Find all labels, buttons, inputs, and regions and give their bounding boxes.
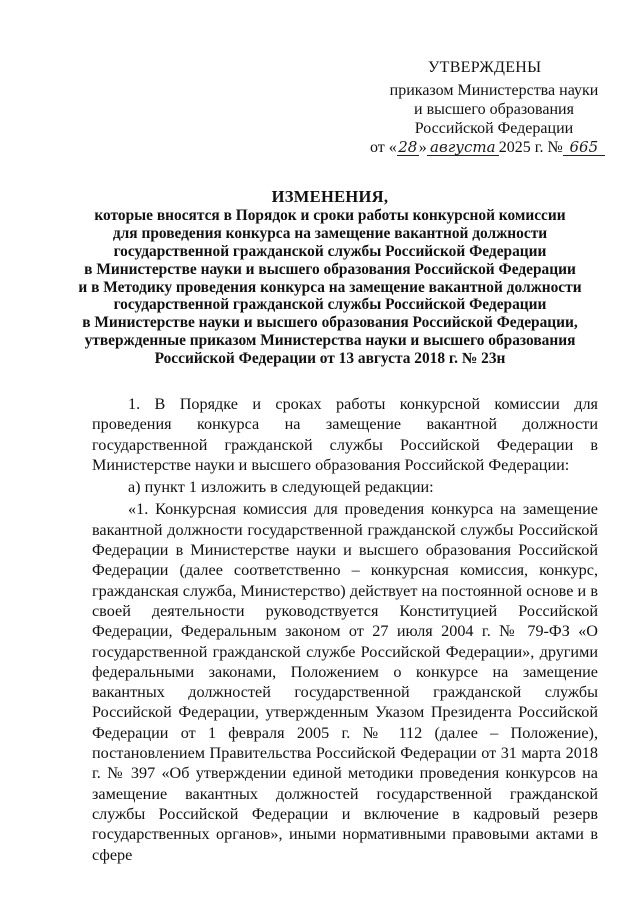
order-prefix: от « — [370, 139, 397, 156]
title-line: государственной гражданской службы Российской Федерации — [113, 242, 547, 260]
title-line: и в Методику проведения конкурса на замещение вакантной должности — [78, 278, 582, 296]
title-line: для проведения конкурса на замещение вакантной должности — [112, 224, 548, 242]
order-month-handwritten: августа — [427, 139, 499, 156]
title-line: государственной гражданской службы Российской Федерации — [113, 296, 547, 314]
title-line: которые вносятся в Порядок и сроки работы конкурсной комиссии — [94, 206, 566, 224]
order-number-handwritten: 665 — [563, 139, 605, 156]
approval-block — [330, 58, 610, 157]
order-mid: » — [418, 139, 427, 156]
document-body — [92, 394, 598, 865]
paragraph-2: а) пункт 1 изложить в следующей редакции: — [128, 478, 434, 497]
title-line: в Министерстве науки и высшего образования Российской Федерации, — [82, 314, 578, 332]
title-line: утвержденные приказом Министерства науки и высшего образования — [84, 332, 576, 350]
approved-title: УТВЕРЖДЕНЫ — [428, 59, 542, 76]
document-title-block — [70, 188, 590, 368]
paragraph-1: 1. В Порядке и сроках работы конкурсной комиссии для проведения конкурса на замещение вакантной должности государственной гражданской службы Российской Федерации в Министерстве науки и высшего образования Российской Федерации: — [92, 395, 598, 474]
title-line: в Министерстве науки и высшего образования Российской Федерации — [84, 260, 576, 278]
order-year-text: 2025 г. № — [498, 139, 563, 156]
order-line — [370, 138, 610, 157]
approval-line-2: и высшего образования — [414, 101, 574, 118]
order-day-handwritten: 28 — [398, 138, 418, 156]
approval-line-3: Российской Федерации — [414, 120, 574, 137]
approval-line-1: приказом Министерства науки — [389, 82, 599, 99]
title-line: Российской Федерации от 13 августа 2018 г. № 23н — [154, 350, 506, 368]
paragraph-3: «1. Конкурсная комиссия для проведения конкурса на замещение вакантной должности государственной гражданской службы Российской Федерации в Министерстве науки и высшего образования Российской Федерации (далее соответственно – конкурсная комиссия, конкурс, гражданская служба, Министерство) действует на постоянной основе и в своей деятельности руководствуется Конституцией Российской Федерации, Федеральным законом от 27 июля 2004 г. № 79-ФЗ «О государственной гражданской службе Российской Федерации», другими федеральными законами, Положением о конкурсе на замещение вакантных должностей государственной гражданской службы Российской Федерации, утвержденным Указом Президента Российской Федерации от 1 февраля 2005 г. № 112 (далее – Положение), постановлением Правительства Российской Федерации от 31 марта 2018 г. № 397 «Об утверждении единой методики проведения конкурсов на замещение вакантных должностей государственной гражданской службы Российской Федерации и включение в кадровый резерв государственных органов», иными нормативными правовыми актами в сфере — [92, 500, 598, 864]
document-heading: ИЗМЕНЕНИЯ, — [271, 187, 389, 206]
